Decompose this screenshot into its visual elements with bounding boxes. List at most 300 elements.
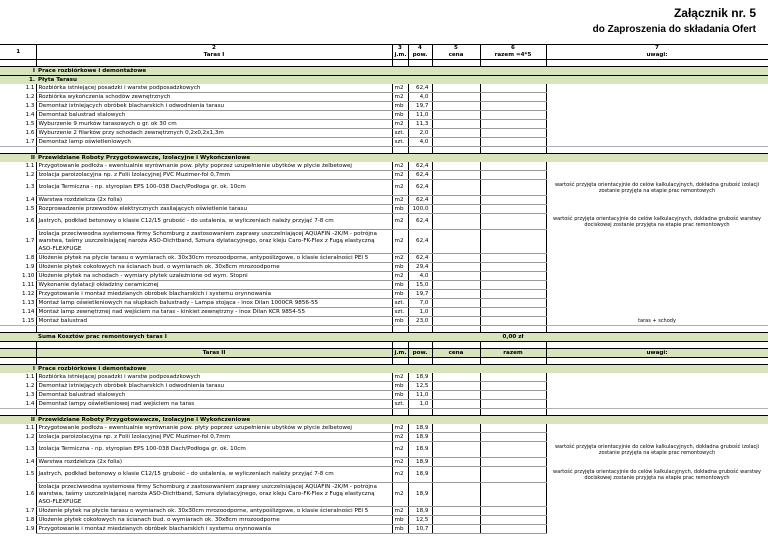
spacer-cell bbox=[480, 147, 546, 154]
spacer-cell bbox=[432, 342, 480, 349]
table-row bbox=[0, 467, 768, 483]
item-quantity: 62,4 bbox=[408, 214, 432, 230]
item-remarks: wartość przyjęta orientacyjnie do celów kalkulacyjnych, dokładna grubość izolacji zostanie przyjęta na etapie prac remontowych bbox=[546, 442, 768, 458]
spacer-cell bbox=[432, 358, 480, 365]
item-number: 1.5 bbox=[25, 471, 35, 478]
item-quantity: 11,0 bbox=[408, 391, 432, 400]
item-total bbox=[480, 230, 546, 254]
item-number: 1.4 bbox=[25, 111, 35, 118]
table-row bbox=[0, 308, 768, 317]
item-number: 1.7 bbox=[25, 507, 35, 514]
item-description: Demontaż balustrad stalowych bbox=[36, 391, 392, 400]
item-quantity: 62,4 bbox=[408, 196, 432, 205]
table-row bbox=[0, 129, 768, 138]
sum-value: 0,00 zł bbox=[480, 333, 546, 342]
item-price bbox=[432, 317, 480, 326]
item-description: Przygotowanie i montaż miedzianych obróbek blacharskich i systemu orynnowania bbox=[36, 525, 392, 534]
item-description: Ułożenie płytek na schodach - wymiary płytek uzależnione od wym. Stopni bbox=[36, 272, 392, 281]
item-unit: szt. bbox=[392, 308, 408, 317]
item-unit: m2 bbox=[392, 120, 408, 129]
item-price bbox=[432, 102, 480, 111]
item-total bbox=[480, 162, 546, 171]
table-row bbox=[0, 263, 768, 272]
item-quantity: 62,4 bbox=[408, 254, 432, 263]
item-number: 1.4 bbox=[25, 400, 35, 407]
table-row bbox=[0, 458, 768, 467]
item-quantity: 12,5 bbox=[408, 382, 432, 391]
spacer-cell bbox=[36, 409, 392, 416]
item-description: Demontaż balustrad stalowych bbox=[36, 111, 392, 120]
table-row bbox=[0, 254, 768, 263]
spacer-cell bbox=[0, 147, 36, 154]
spacer-cell bbox=[392, 409, 408, 416]
item-unit: m2 bbox=[392, 272, 408, 281]
item-total bbox=[480, 254, 546, 263]
col-6-header bbox=[480, 45, 546, 60]
spacer-cell bbox=[392, 60, 408, 67]
item-price bbox=[432, 272, 480, 281]
item-price bbox=[432, 205, 480, 214]
item-quantity: 62,4 bbox=[408, 84, 432, 93]
col-3-header bbox=[392, 45, 408, 60]
item-description: Montaż balustrad bbox=[36, 317, 392, 326]
spacer-cell bbox=[36, 342, 392, 349]
spacer-row bbox=[0, 147, 768, 154]
item-number: 1.3 bbox=[25, 391, 35, 398]
item-price bbox=[432, 373, 480, 382]
item-remarks bbox=[546, 171, 768, 180]
item-number: 1.1 bbox=[25, 163, 35, 170]
section-number: I bbox=[0, 365, 36, 374]
table-row bbox=[0, 230, 768, 254]
item-description: Montaż lamp zewnętrznej nad wejściem na taras - kinkiet zewnętrzny - inox Dilan KCR 9854-55 bbox=[36, 308, 392, 317]
col-7-label: uwagi: bbox=[646, 52, 668, 59]
item-quantity: 10,7 bbox=[408, 525, 432, 534]
item-number: 1.4 bbox=[25, 458, 35, 465]
sum-spacer bbox=[0, 333, 36, 342]
remarks-header: uwagi: bbox=[546, 349, 768, 358]
table-row bbox=[0, 272, 768, 281]
item-unit: m2 bbox=[392, 433, 408, 442]
item-description: Przygotowanie podłoża - ewentualnie wyrównanie pow. płyty poprzez uzupełnienie ubytków w płycie żelbetowej bbox=[36, 424, 392, 433]
col-2-header bbox=[36, 45, 392, 60]
item-remarks bbox=[546, 272, 768, 281]
col-5-number: 5 bbox=[454, 45, 458, 51]
table-row bbox=[0, 373, 768, 382]
item-description: Izolacja Termiczna - np. styropian EPS 100-038 Dach/Podłoga gr. ok. 10cm bbox=[36, 442, 392, 458]
item-total bbox=[480, 138, 546, 147]
item-quantity: 23,0 bbox=[408, 317, 432, 326]
item-number: 1.6 bbox=[25, 218, 35, 225]
spacer-cell bbox=[546, 358, 768, 365]
item-total bbox=[480, 433, 546, 442]
column-number-row bbox=[0, 45, 768, 60]
item-remarks bbox=[546, 424, 768, 433]
item-description: Demontaż lamp oświetleniowych bbox=[36, 138, 392, 147]
item-number: 1.8 bbox=[25, 254, 35, 261]
spacer-cell bbox=[0, 326, 36, 333]
item-price bbox=[432, 391, 480, 400]
item-unit: mb bbox=[392, 317, 408, 326]
spacer-cell bbox=[408, 147, 432, 154]
item-price bbox=[432, 254, 480, 263]
item-quantity: 100,0 bbox=[408, 205, 432, 214]
item-total bbox=[480, 111, 546, 120]
item-price bbox=[432, 180, 480, 196]
item-description: Przygotowanie i montaż miedzianych obróbek blacharskich i systemu orynnowania bbox=[36, 290, 392, 299]
table-row bbox=[0, 317, 768, 326]
item-remarks bbox=[546, 299, 768, 308]
item-price bbox=[432, 230, 480, 254]
item-unit: m2 bbox=[392, 162, 408, 171]
table-row bbox=[0, 400, 768, 409]
item-price bbox=[432, 483, 480, 507]
item-unit: mb bbox=[392, 102, 408, 111]
table-row bbox=[0, 171, 768, 180]
item-number: 1.10 bbox=[22, 272, 35, 279]
item-total bbox=[480, 84, 546, 93]
item-total bbox=[480, 214, 546, 230]
spacer-cell bbox=[546, 409, 768, 416]
item-unit: mb bbox=[392, 263, 408, 272]
section-heading-row bbox=[0, 154, 768, 163]
item-quantity: 4,0 bbox=[408, 93, 432, 102]
item-unit: m2 bbox=[392, 171, 408, 180]
section-number: I bbox=[0, 67, 36, 76]
item-price bbox=[432, 525, 480, 534]
table-row bbox=[0, 93, 768, 102]
spacer-cell bbox=[0, 358, 36, 365]
table-row bbox=[0, 205, 768, 214]
item-remarks bbox=[546, 196, 768, 205]
item-price bbox=[432, 467, 480, 483]
table-row bbox=[0, 525, 768, 534]
item-quantity: 62,4 bbox=[408, 162, 432, 171]
spacer-cell bbox=[36, 358, 392, 365]
spacer-cell bbox=[480, 60, 546, 67]
item-remarks: wartość przyjęta orientacyjnie do celów kalkulacyjnych, dokładna grubość warstwy dociskowej zostanie przyjęta na etapie prac remontowych bbox=[546, 214, 768, 230]
spacer-cell bbox=[392, 326, 408, 333]
spacer-cell bbox=[480, 342, 546, 349]
item-price bbox=[432, 299, 480, 308]
spacer-cell bbox=[36, 147, 392, 154]
item-total bbox=[480, 507, 546, 516]
table-row bbox=[0, 84, 768, 93]
document-title: Załącznik nr. 5 bbox=[673, 6, 756, 20]
item-total bbox=[480, 171, 546, 180]
spacer-cell bbox=[408, 326, 432, 333]
item-total bbox=[480, 290, 546, 299]
item-total bbox=[480, 180, 546, 196]
section-title: Prace rozbiórkowe i demontażowe bbox=[36, 365, 768, 374]
item-unit: m2 bbox=[392, 483, 408, 507]
item-remarks bbox=[546, 120, 768, 129]
spacer-cell bbox=[432, 409, 480, 416]
header-spacer bbox=[0, 349, 36, 358]
table-row bbox=[0, 214, 768, 230]
section-title: Przewidziane Roboty Przygotowawcze, Izolacyjne i Wykończeniowe bbox=[36, 154, 768, 163]
item-quantity: 18,9 bbox=[408, 507, 432, 516]
col-3-label: j.m. bbox=[394, 52, 407, 59]
item-price bbox=[432, 93, 480, 102]
item-description: Ułożenie płytek cokołowych na ścianach bud. o wymiarach ok. 30x8cm mrozoodporne bbox=[36, 516, 392, 525]
item-unit: szt. bbox=[392, 129, 408, 138]
item-price bbox=[432, 214, 480, 230]
table-row bbox=[0, 281, 768, 290]
item-remarks bbox=[546, 205, 768, 214]
item-unit: mb bbox=[392, 525, 408, 534]
item-price bbox=[432, 507, 480, 516]
spacer-cell bbox=[392, 342, 408, 349]
item-number: 1.3 bbox=[25, 446, 35, 453]
item-unit: m2 bbox=[392, 93, 408, 102]
item-number: 1.7 bbox=[25, 238, 35, 245]
item-unit: szt. bbox=[392, 138, 408, 147]
item-description: Demontaż istniejących obróbek blacharskich i odwodnienia tarasu bbox=[36, 102, 392, 111]
item-description: Ułożenie płytek cokołowych na ścianach bud. o wymiarach ok. 30x8cm mrozoodporne bbox=[36, 263, 392, 272]
col-7-number: 7 bbox=[655, 45, 659, 51]
subsection-number: 1. bbox=[0, 76, 36, 85]
item-quantity: 18,9 bbox=[408, 433, 432, 442]
item-description: Warstwa rozdzielcza (2x folia) bbox=[36, 458, 392, 467]
spacer-cell bbox=[36, 326, 392, 333]
item-description: Warstwa rozdzielcza (2x folia) bbox=[36, 196, 392, 205]
item-number: 1.12 bbox=[22, 290, 35, 297]
section-heading-row bbox=[0, 67, 768, 76]
spacer-cell bbox=[432, 60, 480, 67]
item-price bbox=[432, 281, 480, 290]
spacer-cell bbox=[432, 147, 480, 154]
item-price bbox=[432, 111, 480, 120]
item-price bbox=[432, 458, 480, 467]
table-row bbox=[0, 424, 768, 433]
item-description: Ułożenie płytek na płycie tarasu o wymiarach ok. 30x30cm mrozoodporne, antypoślizgowe, o klasie ścieralności PEI 5 bbox=[36, 507, 392, 516]
spacer-cell bbox=[432, 326, 480, 333]
item-remarks: wartość przyjęta orientacyjnie do celów kalkulacyjnych, dokładna grubość warstwy dociskowej zostanie przyjęta na etapie prac remontowych bbox=[546, 467, 768, 483]
spacer-cell bbox=[0, 342, 36, 349]
item-remarks bbox=[546, 400, 768, 409]
item-total bbox=[480, 281, 546, 290]
section-heading-row bbox=[0, 416, 768, 425]
table-row bbox=[0, 382, 768, 391]
table-row bbox=[0, 162, 768, 171]
spacer-cell bbox=[36, 60, 392, 67]
item-quantity: 62,4 bbox=[408, 230, 432, 254]
item-remarks bbox=[546, 102, 768, 111]
spacer-cell bbox=[546, 60, 768, 67]
col-2-number: 2 bbox=[212, 45, 216, 51]
spacer-cell bbox=[408, 358, 432, 365]
table-row bbox=[0, 102, 768, 111]
table-row bbox=[0, 290, 768, 299]
item-remarks bbox=[546, 458, 768, 467]
spacer-row bbox=[0, 409, 768, 416]
item-total bbox=[480, 442, 546, 458]
item-total bbox=[480, 205, 546, 214]
section-number: II bbox=[0, 416, 36, 425]
item-quantity: 1,0 bbox=[408, 400, 432, 409]
item-total bbox=[480, 102, 546, 111]
item-quantity: 29,4 bbox=[408, 263, 432, 272]
item-price bbox=[432, 84, 480, 93]
item-unit: m2 bbox=[392, 230, 408, 254]
spacer-row bbox=[0, 358, 768, 365]
item-description: Izolacja przeciwwodna systemowa firmy Schomburg z zastosowaniem zaprawy uszczelniającej AQUAFIN -2K/M - potrójna warstwa, taśmy uszczelniającej naroża ASO-Dichtband, Sznura dylatacyjnego, oraz kleju Caro-FK-Flex z Fugą elastyczną ASO-FLEXFUGE bbox=[36, 230, 392, 254]
item-remarks bbox=[546, 138, 768, 147]
item-number: 1.9 bbox=[25, 525, 35, 532]
col-5-label: cena bbox=[448, 52, 464, 59]
item-remarks bbox=[546, 308, 768, 317]
spacer-cell bbox=[392, 358, 408, 365]
item-remarks bbox=[546, 391, 768, 400]
table-row bbox=[0, 433, 768, 442]
item-price bbox=[432, 263, 480, 272]
item-price bbox=[432, 308, 480, 317]
item-description: Montaż lamp oświetleniowych na słupkach balustrady - Lampa stojąca - inox Dilan 1000CR 9856-55 bbox=[36, 299, 392, 308]
item-total bbox=[480, 382, 546, 391]
item-number: 1.13 bbox=[22, 299, 35, 306]
item-remarks bbox=[546, 290, 768, 299]
item-quantity: 15,0 bbox=[408, 281, 432, 290]
item-remarks bbox=[546, 433, 768, 442]
item-remarks: wartość przyjęta orientacyjnie do celów kalkulacyjnych, dokładna grubość izolacji zostanie przyjęta na etapie prac remontowych bbox=[546, 180, 768, 196]
item-total bbox=[480, 308, 546, 317]
item-remarks bbox=[546, 84, 768, 93]
item-total bbox=[480, 299, 546, 308]
table-row bbox=[0, 483, 768, 507]
item-price bbox=[432, 382, 480, 391]
table-row bbox=[0, 196, 768, 205]
spacer-row bbox=[0, 326, 768, 333]
col-5-header bbox=[432, 45, 480, 60]
item-unit: m2 bbox=[392, 507, 408, 516]
item-number: 1.14 bbox=[22, 308, 35, 315]
item-description: Jastrych, podkład betonowy o klasie C12/15 grubość - do ustalenia, w wyliczeniach należy przyjąć 7-8 cm bbox=[36, 214, 392, 230]
item-quantity: 7,0 bbox=[408, 299, 432, 308]
col-2-label: Taras I bbox=[203, 52, 225, 59]
item-remarks bbox=[546, 516, 768, 525]
item-price bbox=[432, 120, 480, 129]
table-row bbox=[0, 111, 768, 120]
item-total bbox=[480, 317, 546, 326]
item-remarks bbox=[546, 507, 768, 516]
item-price bbox=[432, 400, 480, 409]
table-row bbox=[0, 138, 768, 147]
item-price bbox=[432, 162, 480, 171]
item-price bbox=[432, 433, 480, 442]
item-quantity: 18,9 bbox=[408, 373, 432, 382]
item-remarks bbox=[546, 483, 768, 507]
item-quantity: 4,0 bbox=[408, 138, 432, 147]
item-number: 1.6 bbox=[25, 129, 35, 136]
item-quantity: 62,4 bbox=[408, 180, 432, 196]
item-number: 1.7 bbox=[25, 138, 35, 145]
item-quantity: 2,0 bbox=[408, 129, 432, 138]
item-total bbox=[480, 483, 546, 507]
item-total bbox=[480, 120, 546, 129]
table-row bbox=[0, 180, 768, 196]
item-description: Rozbiórka wykończenia schodów zewnętrznych bbox=[36, 93, 392, 102]
item-quantity: 18,9 bbox=[408, 467, 432, 483]
spacer-cell bbox=[408, 342, 432, 349]
item-number: 1.1 bbox=[25, 85, 35, 92]
item-unit: m2 bbox=[392, 196, 408, 205]
table-row bbox=[0, 507, 768, 516]
item-price bbox=[432, 138, 480, 147]
col-4-label: pow. bbox=[412, 52, 428, 59]
item-total bbox=[480, 424, 546, 433]
sum-remarks bbox=[546, 333, 768, 342]
col-1-header: 1 bbox=[0, 45, 36, 60]
col-4-number: 4 bbox=[418, 45, 422, 51]
unit-header: j.m. bbox=[392, 349, 408, 358]
item-number: 1.2 bbox=[25, 93, 35, 100]
item-number: 1.9 bbox=[25, 263, 35, 270]
item-total bbox=[480, 93, 546, 102]
item-price bbox=[432, 442, 480, 458]
item-price bbox=[432, 129, 480, 138]
item-description: Demontaż lampy oświetleniowej nad wejściem na taras bbox=[36, 400, 392, 409]
item-description: Rozbiórka istniejącej posadzki i warstw podposadzkowych bbox=[36, 373, 392, 382]
item-unit: szt. bbox=[392, 400, 408, 409]
item-number: 1.3 bbox=[25, 184, 35, 191]
item-remarks bbox=[546, 162, 768, 171]
item-unit: m2 bbox=[392, 424, 408, 433]
item-price bbox=[432, 196, 480, 205]
item-number: 1.2 bbox=[25, 382, 35, 389]
spacer-cell bbox=[546, 147, 768, 154]
item-total bbox=[480, 458, 546, 467]
item-unit: szt. bbox=[392, 299, 408, 308]
item-remarks: taras + schody bbox=[546, 317, 768, 326]
item-description: Izolacja Termiczna - np. styropian EPS 100-038 Dach/Podłoga gr. ok. 10cm bbox=[36, 180, 392, 196]
spacer-row bbox=[0, 60, 768, 67]
spacer-cell bbox=[480, 326, 546, 333]
item-remarks bbox=[546, 525, 768, 534]
total-header: razem bbox=[480, 349, 546, 358]
section-number: II bbox=[0, 154, 36, 163]
item-description: Rozbiórka istniejącej posadzki i warstw podposadzkowych bbox=[36, 84, 392, 93]
item-number: 1.3 bbox=[25, 102, 35, 109]
item-quantity: 62,4 bbox=[408, 171, 432, 180]
section-title: Prace rozbiórkowe i demontażowe bbox=[36, 67, 768, 76]
item-unit: mb bbox=[392, 391, 408, 400]
item-remarks bbox=[546, 111, 768, 120]
item-unit: mb bbox=[392, 205, 408, 214]
item-quantity: 18,9 bbox=[408, 442, 432, 458]
table-row bbox=[0, 516, 768, 525]
spacer-cell bbox=[408, 60, 432, 67]
sum-row bbox=[0, 333, 768, 342]
item-unit: mb bbox=[392, 290, 408, 299]
item-total bbox=[480, 391, 546, 400]
item-number: 1.4 bbox=[25, 196, 35, 203]
item-total bbox=[480, 400, 546, 409]
item-remarks bbox=[546, 230, 768, 254]
item-description: Izolacja paroizolacyjna np. z Folii Izolacyjnej PVC Muzimer-fol 0,7mm bbox=[36, 433, 392, 442]
item-description: Wykonanie dylatacji okładziny ceramicznej bbox=[36, 281, 392, 290]
item-remarks bbox=[546, 382, 768, 391]
item-total bbox=[480, 525, 546, 534]
item-number: 1.2 bbox=[25, 171, 35, 178]
item-price bbox=[432, 290, 480, 299]
taras-2-title: Taras II bbox=[36, 349, 392, 358]
spacer-cell bbox=[546, 326, 768, 333]
item-unit: m2 bbox=[392, 467, 408, 483]
item-number: 1.1 bbox=[25, 425, 35, 432]
item-unit: mb bbox=[392, 382, 408, 391]
item-total bbox=[480, 263, 546, 272]
